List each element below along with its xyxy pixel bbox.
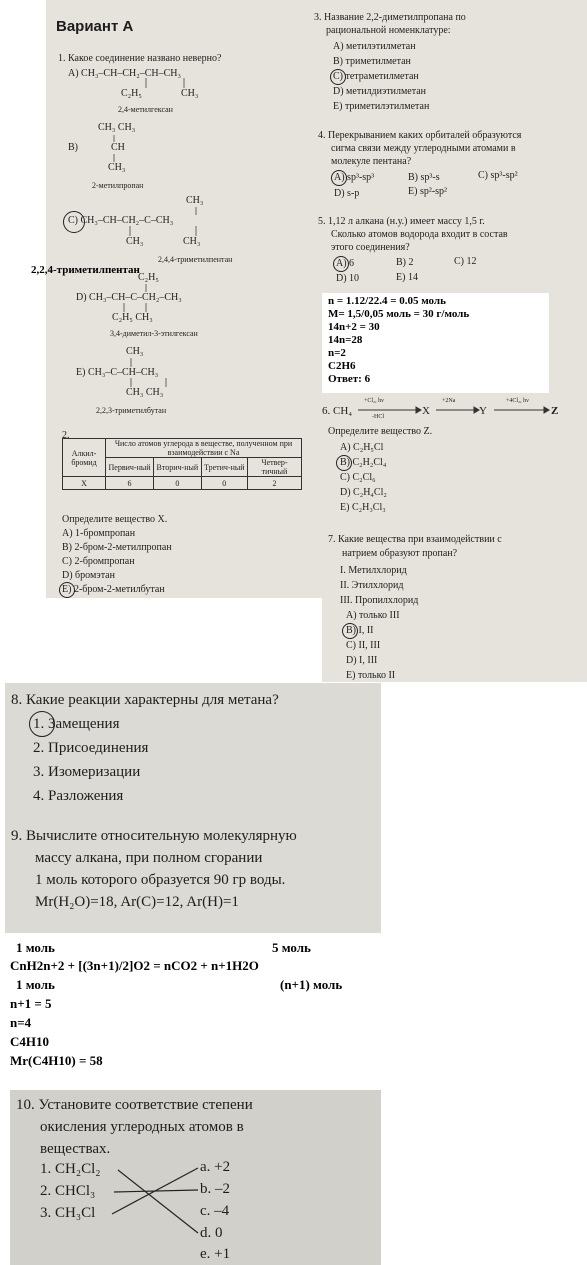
- q5-solution-line: M= 1,5/0,05 моль = 30 г/моль: [328, 308, 470, 320]
- q2-option: C) 2-бромпропан: [62, 556, 135, 567]
- q1-option-d-top: C₂H₅: [138, 272, 159, 283]
- q8-option: 4. Разложения: [33, 788, 124, 804]
- q4-text-3: молекуле пентана?: [331, 156, 412, 167]
- q6-z: Z: [551, 405, 559, 417]
- q1-option-e-sub: CH₃ CH₃: [126, 387, 164, 398]
- q5-text-3: этого соединения?: [331, 242, 410, 253]
- q9-solution-line: n=4: [10, 1015, 32, 1030]
- q6-option: B) C₂H₂Cl₄: [340, 457, 387, 468]
- variant-title: Вариант А: [56, 18, 134, 35]
- q1-option-e-top: CH₃: [126, 346, 144, 357]
- q4-option: D) s-p: [334, 188, 360, 199]
- q9-text-1: 9. Вычислите относительную молекулярную: [11, 828, 297, 844]
- q7-text-2: натрием образуют пропан?: [342, 548, 458, 559]
- q2-col-tertiary: Третич-ный: [201, 458, 247, 477]
- q2-col-quaternary: Четвер-тичный: [247, 458, 301, 477]
- q1-text: 1. Какое соединение названо неверно?: [58, 53, 222, 64]
- q1-option-b-ch: CH: [111, 142, 125, 153]
- q2-option: E) 2-бром-2-метилбутан: [62, 584, 165, 595]
- q10-text-1: 10. Установите соответствие степени: [16, 1097, 253, 1113]
- q4-option: B) sp³-s: [408, 172, 440, 183]
- answer-circle-q8: [29, 711, 55, 737]
- q1-option-a-name: 2,4-метилгексан: [118, 105, 173, 114]
- q6-option: C) C₂Cl₆: [340, 472, 376, 483]
- q2-col-secondary: Вторич-ный: [154, 458, 202, 477]
- q7-option: E) только II: [346, 670, 396, 681]
- q3-text-2: рациональной номенклатуре:: [326, 25, 451, 36]
- worksheet-photo-q10: [10, 1090, 381, 1265]
- q10-right-item: e. +1: [200, 1246, 231, 1262]
- q5-option: B) 2: [396, 257, 414, 268]
- q10-text-3: веществах.: [40, 1141, 111, 1157]
- q9-text-3: 1 моль которого образуется 90 гр воды.: [35, 872, 286, 888]
- q8-option: 1. Замещения: [33, 716, 120, 732]
- q1-option-b: B): [68, 142, 78, 153]
- worksheet-photo-q8-q9: [5, 683, 381, 933]
- q10-right-item: a. +2: [200, 1159, 231, 1175]
- q2-cell: 0: [201, 477, 247, 490]
- q5-option: D) 10: [336, 273, 360, 284]
- q8-option: 2. Присоединения: [33, 740, 149, 756]
- q6-question: Определите вещество Z.: [328, 426, 433, 437]
- q7-item: II. Этилхлорид: [340, 580, 404, 591]
- q6-option: E) C₂H₃Cl₃: [340, 502, 386, 513]
- q7-option: C) II, III: [346, 640, 381, 651]
- q5-solution-line: 14n+2 = 30: [328, 321, 380, 333]
- q10-left-item: 1. CH₂Cl₂: [40, 1161, 101, 1177]
- q8-option: 3. Изомеризации: [33, 764, 141, 780]
- q6-x: X: [422, 405, 430, 417]
- q3-option: A) метилэтилметан: [333, 41, 416, 52]
- q3-text-1: 3. Название 2,2-диметилпропана по: [314, 12, 466, 23]
- q5-answer: Ответ: 6: [328, 373, 371, 385]
- q3-option: D) метилдиэтилметан: [333, 86, 427, 97]
- q2-option: A) 1-бромпропан: [62, 528, 136, 539]
- q3-option: B) триметилметан: [333, 56, 411, 67]
- q10-left-item: 2. CHCl₃: [40, 1183, 96, 1199]
- q1-option-a-sub1: C₂H₅: [121, 88, 142, 99]
- q2-col-primary: Первич-ный: [106, 458, 154, 477]
- q6-option: A) C₂H₅Cl: [340, 442, 384, 453]
- q2-question: Определите вещество X.: [62, 514, 168, 525]
- q6-y: Y: [479, 405, 487, 417]
- q2-table-header: Число атомов углерода в веществе, полученном при взаимодействии с Na: [106, 439, 302, 458]
- q9-label-bottom-left: 1 моль: [16, 977, 55, 992]
- q9-solution-line: n+1 = 5: [10, 996, 52, 1011]
- handwritten-correct-name: 2,2,4-триметилпентан: [31, 264, 140, 276]
- q7-option: B) I, II: [346, 625, 374, 636]
- q9-equation: CnH2n+2 + [(3n+1)/2]O2 = nCO2 + n+1H2O: [10, 958, 259, 973]
- q1-option-a-sub2: CH₃: [181, 88, 199, 99]
- blank-area-bottom-left-of-q2: [46, 598, 322, 682]
- q9-text-2: массу алкана, при полном сгорании: [35, 850, 263, 866]
- q4-option: E) sp²-sp²: [408, 186, 448, 197]
- q4-option: C) sp³-sp²: [478, 170, 518, 181]
- q1-option-b-name: 2-метилпропан: [92, 181, 144, 190]
- q6-arrow1-top: +Cl₂, hν: [364, 398, 384, 404]
- q7-option: A) только III: [346, 610, 400, 621]
- q3-option: E) триметилэтилметан: [333, 101, 430, 112]
- q1-option-b-top: CH₃ CH₃: [98, 122, 136, 133]
- q9-label-bottom-right: (n+1) моль: [280, 977, 343, 992]
- q5-option: A) 6: [336, 258, 355, 269]
- q2-cell: 6: [106, 477, 154, 490]
- q1-option-d: D) CH₃–CH–C–CH₂–CH₃: [76, 292, 182, 303]
- q10-left-item: 3. CH₃Cl: [40, 1205, 96, 1221]
- q1-option-c-name: 2,4,4-триметилпентан: [158, 255, 233, 264]
- q1-option-d-name: 3,4-диметил-3-этилгексан: [110, 329, 198, 338]
- q10-right-item: d. 0: [200, 1225, 223, 1241]
- q5-solution-line: n = 1.12/22.4 = 0.05 моль: [328, 295, 446, 307]
- q5-text-2: Сколько атомов водорода входит в состав: [331, 229, 508, 240]
- q4-text-2: сигма связи между углеродными атомами в: [331, 143, 516, 154]
- q1-option-a: A) CH₃–CH–CH₂–CH–CH₃: [68, 68, 181, 79]
- q2-number: 2.: [62, 430, 70, 441]
- q9-solution-line: C4H10: [10, 1034, 49, 1049]
- q2-option: D) бромэтан: [62, 570, 115, 581]
- q10-right-item: b. –2: [200, 1181, 230, 1197]
- q3-option: C) тетраметилметан: [333, 71, 419, 82]
- q2-row-label: X: [63, 477, 106, 490]
- q4-text-1: 4. Перекрыванием каких орбиталей образуются: [318, 130, 522, 141]
- q5-option: C) 12: [454, 256, 477, 267]
- q1-option-c-sub2: CH₃: [183, 236, 201, 247]
- q1-option-c-sub1: CH₃: [126, 236, 144, 247]
- q5-solution-line: 14n=28: [328, 334, 363, 346]
- q6-arrow1-bottom: -HCl: [372, 414, 384, 420]
- q6-arrow2-top: +2Na: [442, 398, 456, 404]
- q1-option-e-name: 2,2,3-триметилбутан: [96, 406, 167, 415]
- q1-option-d-sub: C₂H₅ CH₃: [112, 312, 153, 323]
- q8-text: 8. Какие реакции характерны для метана?: [11, 692, 279, 708]
- q5-solution-line: n=2: [328, 347, 346, 359]
- q6-arrow3-top: +4Cl₂, hν: [506, 398, 529, 404]
- q2-cell: 0: [154, 477, 202, 490]
- q7-option: D) I, III: [346, 655, 378, 666]
- q1-option-c: C) CH₃–CH–CH₂–C–CH₃: [68, 215, 174, 226]
- q7-text-1: 7. Какие вещества при взаимодействии с: [328, 534, 502, 545]
- q4-option: A) sp³-sp³: [334, 172, 375, 183]
- q5-solution-line: C2H6: [328, 360, 356, 372]
- blank-area-left: [0, 382, 46, 682]
- q9-text-4: Mr(H₂O)=18, Ar(C)=12, Ar(H)=1: [35, 894, 239, 910]
- q10-right-item: c. –4: [200, 1203, 230, 1219]
- q6-option: D) C₂H₄Cl₂: [340, 487, 387, 498]
- q1-option-b-bottom: CH₃: [108, 162, 126, 173]
- q9-label-top-right: 5 моль: [272, 940, 311, 955]
- q5-text-1: 5. 1,12 л алкана (н.у.) имеет массу 1,5 г.: [318, 216, 485, 227]
- q5-option: E) 14: [396, 272, 418, 283]
- q10-text-2: окисления углеродных атомов в: [40, 1119, 244, 1135]
- q6-text: 6. CH₄: [322, 405, 353, 417]
- q2-option: B) 2-бром-2-метилпропан: [62, 542, 172, 553]
- q1-option-e: E) CH₃–C–CH–CH₃: [76, 367, 159, 378]
- q1-option-c-top: CH₃: [186, 195, 204, 206]
- q7-item: III. Пропилхлорид: [340, 595, 419, 606]
- q2-cell: 2: [247, 477, 301, 490]
- q9-label-top-left: 1 моль: [16, 940, 55, 955]
- q9-answer: Mr(C4H10) = 58: [10, 1053, 103, 1068]
- q10-matching-lines: [10, 1090, 381, 1265]
- q2-col-alkylbromide: Алкил-бромид: [63, 439, 106, 477]
- q5-solution-box: [322, 293, 549, 393]
- q7-item: I. Метилхлорид: [340, 565, 407, 576]
